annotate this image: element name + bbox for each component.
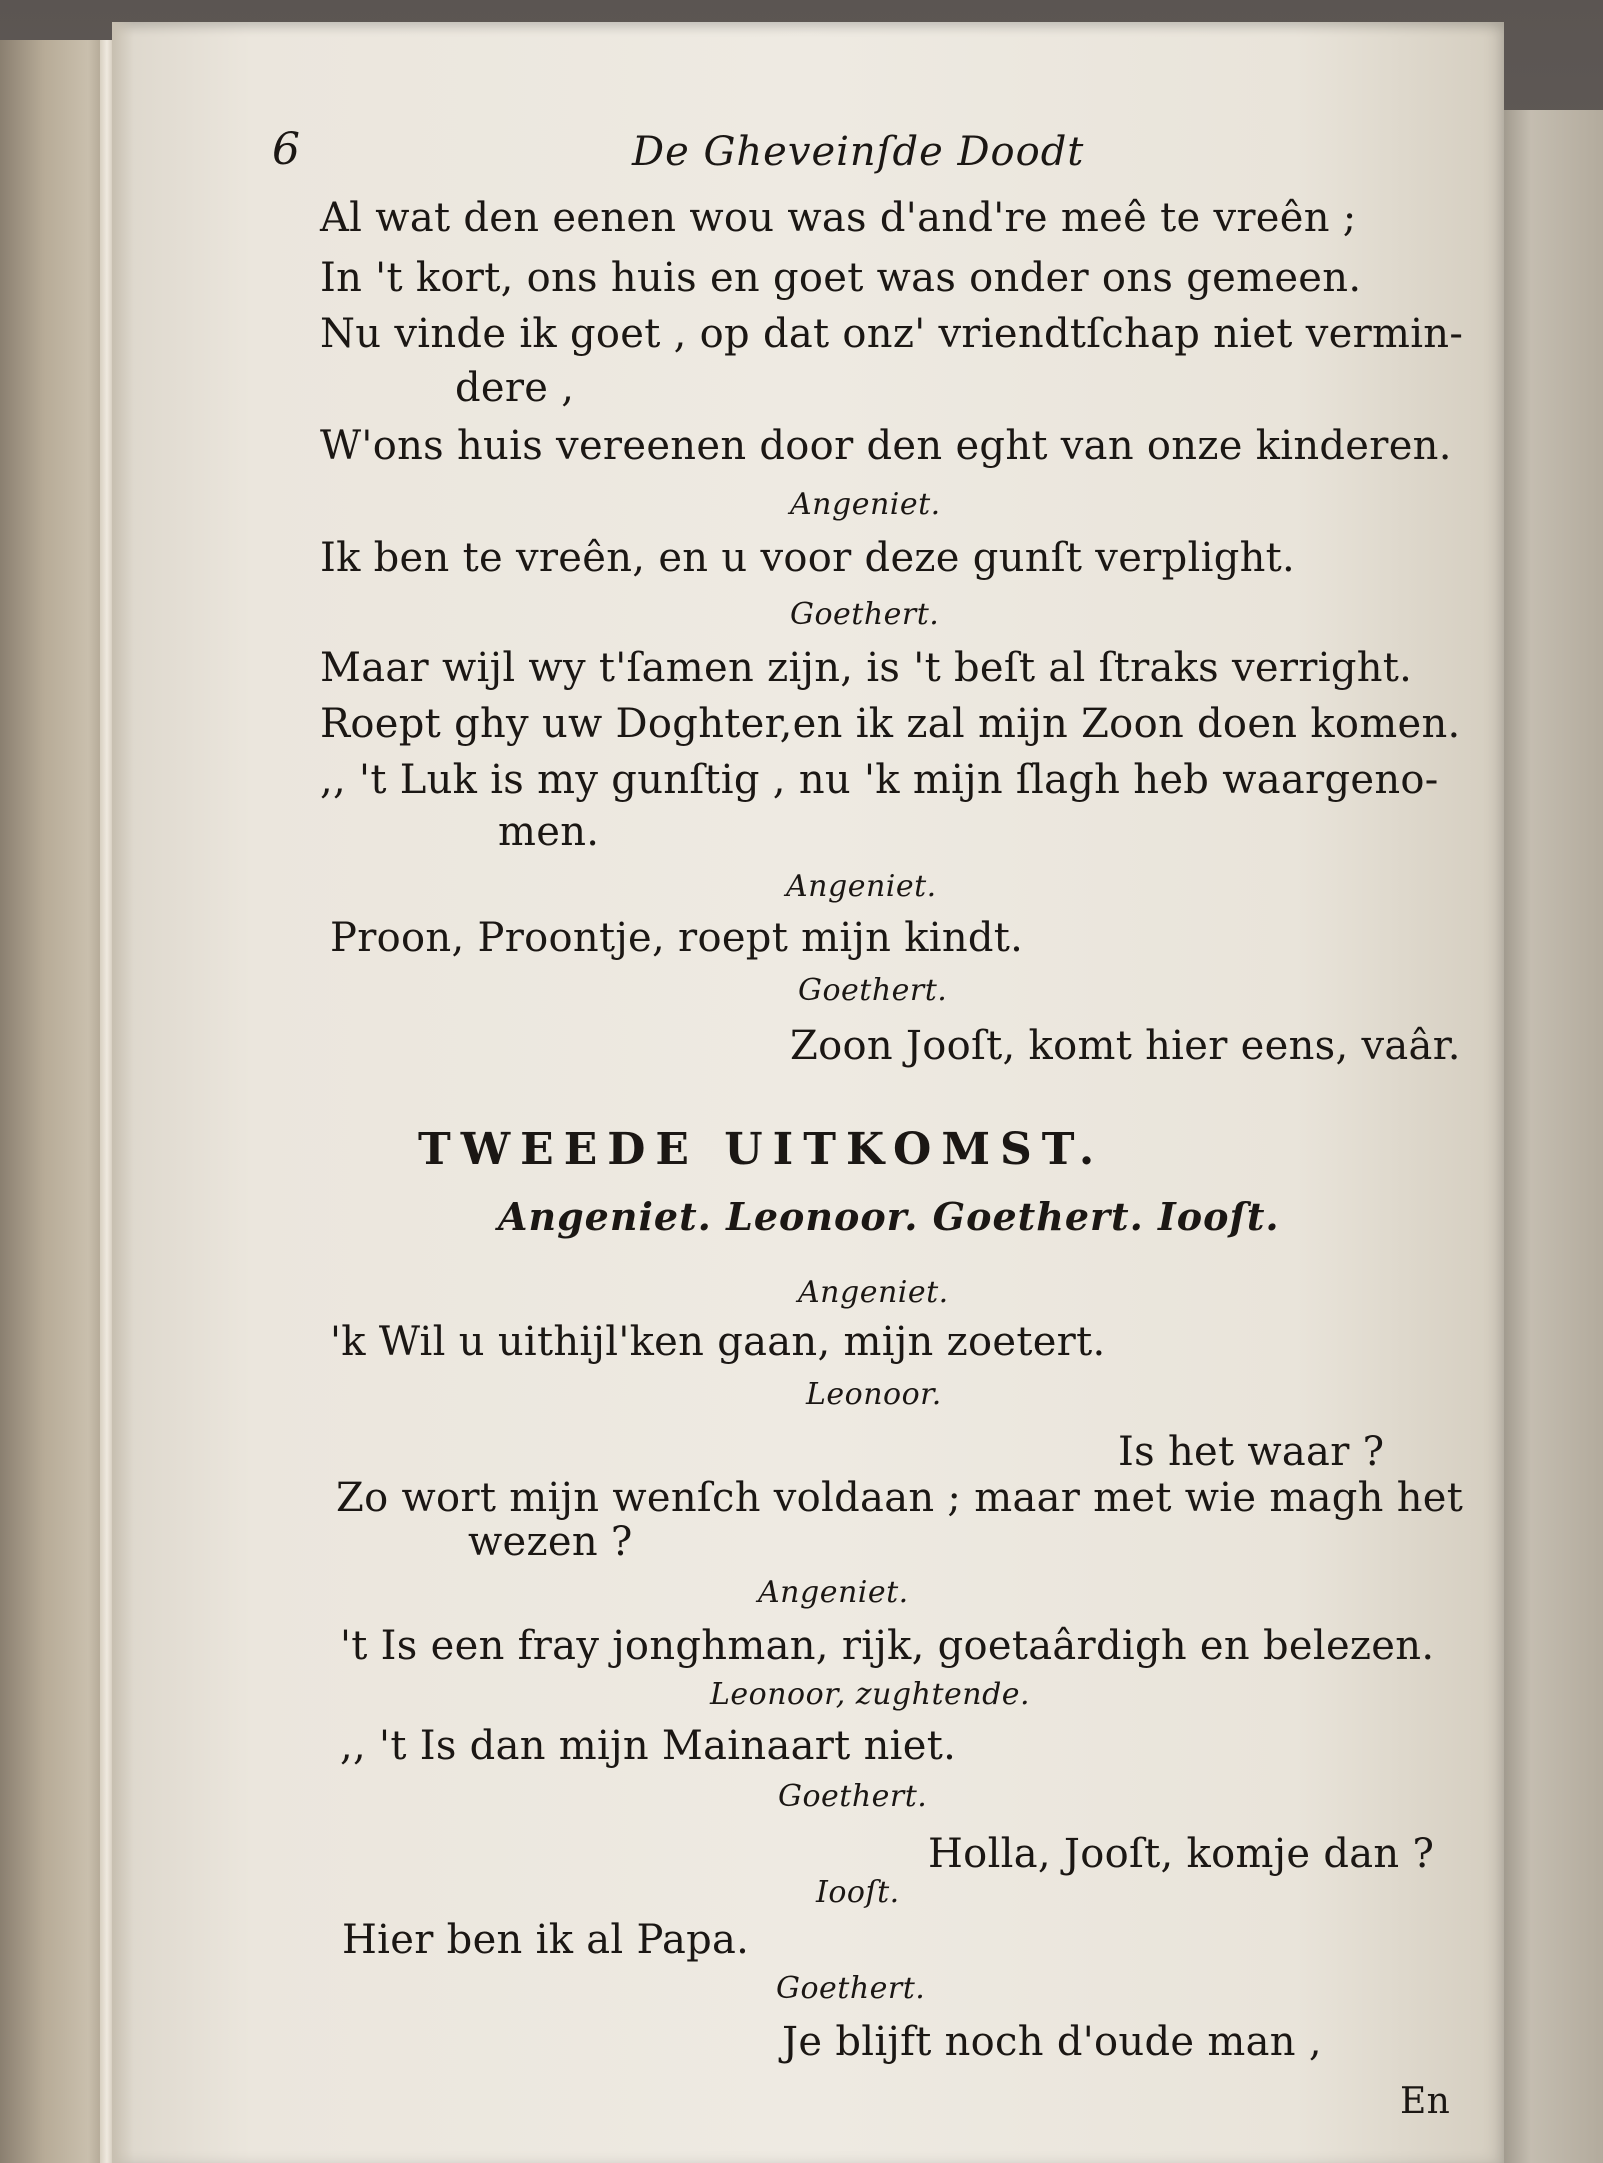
text-line: Hier ben ik al Papa. (342, 1917, 750, 1963)
text-line: Ik ben te vreên, en u voor deze gunſt verplight. (320, 535, 1296, 581)
text-line: 'k Wil u uithijl'ken gaan, mijn zoetert. (330, 1319, 1106, 1365)
text-line: Nu vinde ik goet , op dat onz' vriendtſchap niet vermin- (320, 311, 1464, 357)
scene-cast-list: Angeniet. Leonoor. Goethert. Iooſt. (498, 1194, 1280, 1239)
speaker-label: Angeniet. (758, 1575, 909, 1610)
speaker-label: Goethert. (790, 597, 940, 632)
scene-heading: TWEEDE UITKOMST. (418, 1124, 1105, 1175)
text-line: Al wat den eenen wou was d'and're meê te vreên ; (320, 195, 1357, 241)
text-line: Holla, Jooſt, komje dan ? (928, 1831, 1435, 1877)
speaker-label: Angeniet. (786, 869, 937, 904)
speaker-label: Leonoor, zughtende. (710, 1677, 1031, 1712)
speaker-label: Goethert. (776, 1971, 926, 2006)
text-line: ,, 't Luk is my gunſtig , nu 'k mijn ſlagh heb waargeno- (320, 757, 1439, 803)
page-number: 6 (272, 124, 301, 175)
text-line: W'ons huis vereenen door den eght van onze kinderen. (320, 423, 1452, 469)
speaker-label: Angeniet. (790, 487, 941, 522)
speaker-label: Leonoor. (806, 1377, 942, 1412)
text-line: Je blijft noch d'oude man , (782, 2019, 1322, 2065)
text-line: In 't kort, ons huis en goet was onder ons gemeen. (320, 255, 1362, 301)
right-page-edge (1500, 110, 1603, 2163)
speaker-label: Angeniet. (798, 1275, 949, 1310)
text-line: Zo wort mijn wenſch voldaan ; maar met wie magh het (336, 1475, 1464, 1521)
text-line: men. (498, 809, 600, 855)
text-line: ,, 't Is dan mijn Mainaart niet. (340, 1723, 957, 1769)
running-head: De Gheveinſde Doodt (632, 129, 1085, 175)
speaker-label: Goethert. (798, 973, 948, 1008)
catchword: En (1400, 2081, 1451, 2122)
text-line: Proon, Proontje, roept mijn kindt. (330, 915, 1024, 961)
text-line: Roept ghy uw Doghter,en ik zal mijn Zoon doen komen. (320, 701, 1461, 747)
page-gutter-shadow (112, 22, 134, 2163)
text-line: dere , (455, 365, 575, 411)
text-line: Zoon Jooſt, komt hier eens, vaâr. (790, 1023, 1461, 1069)
speaker-label: Iooſt. (816, 1875, 900, 1910)
text-line: Maar wijl wy t'ſamen zijn, is 't beſt al ſtraks verright. (320, 645, 1413, 691)
speaker-label: Goethert. (778, 1779, 928, 1814)
left-page-edge (0, 40, 110, 2163)
text-line: wezen ? (468, 1519, 633, 1565)
text-line: 't Is een fray jonghman, rijk, goetaârdigh en belezen. (340, 1623, 1435, 1669)
text-line: Is het waar ? (1118, 1429, 1385, 1475)
